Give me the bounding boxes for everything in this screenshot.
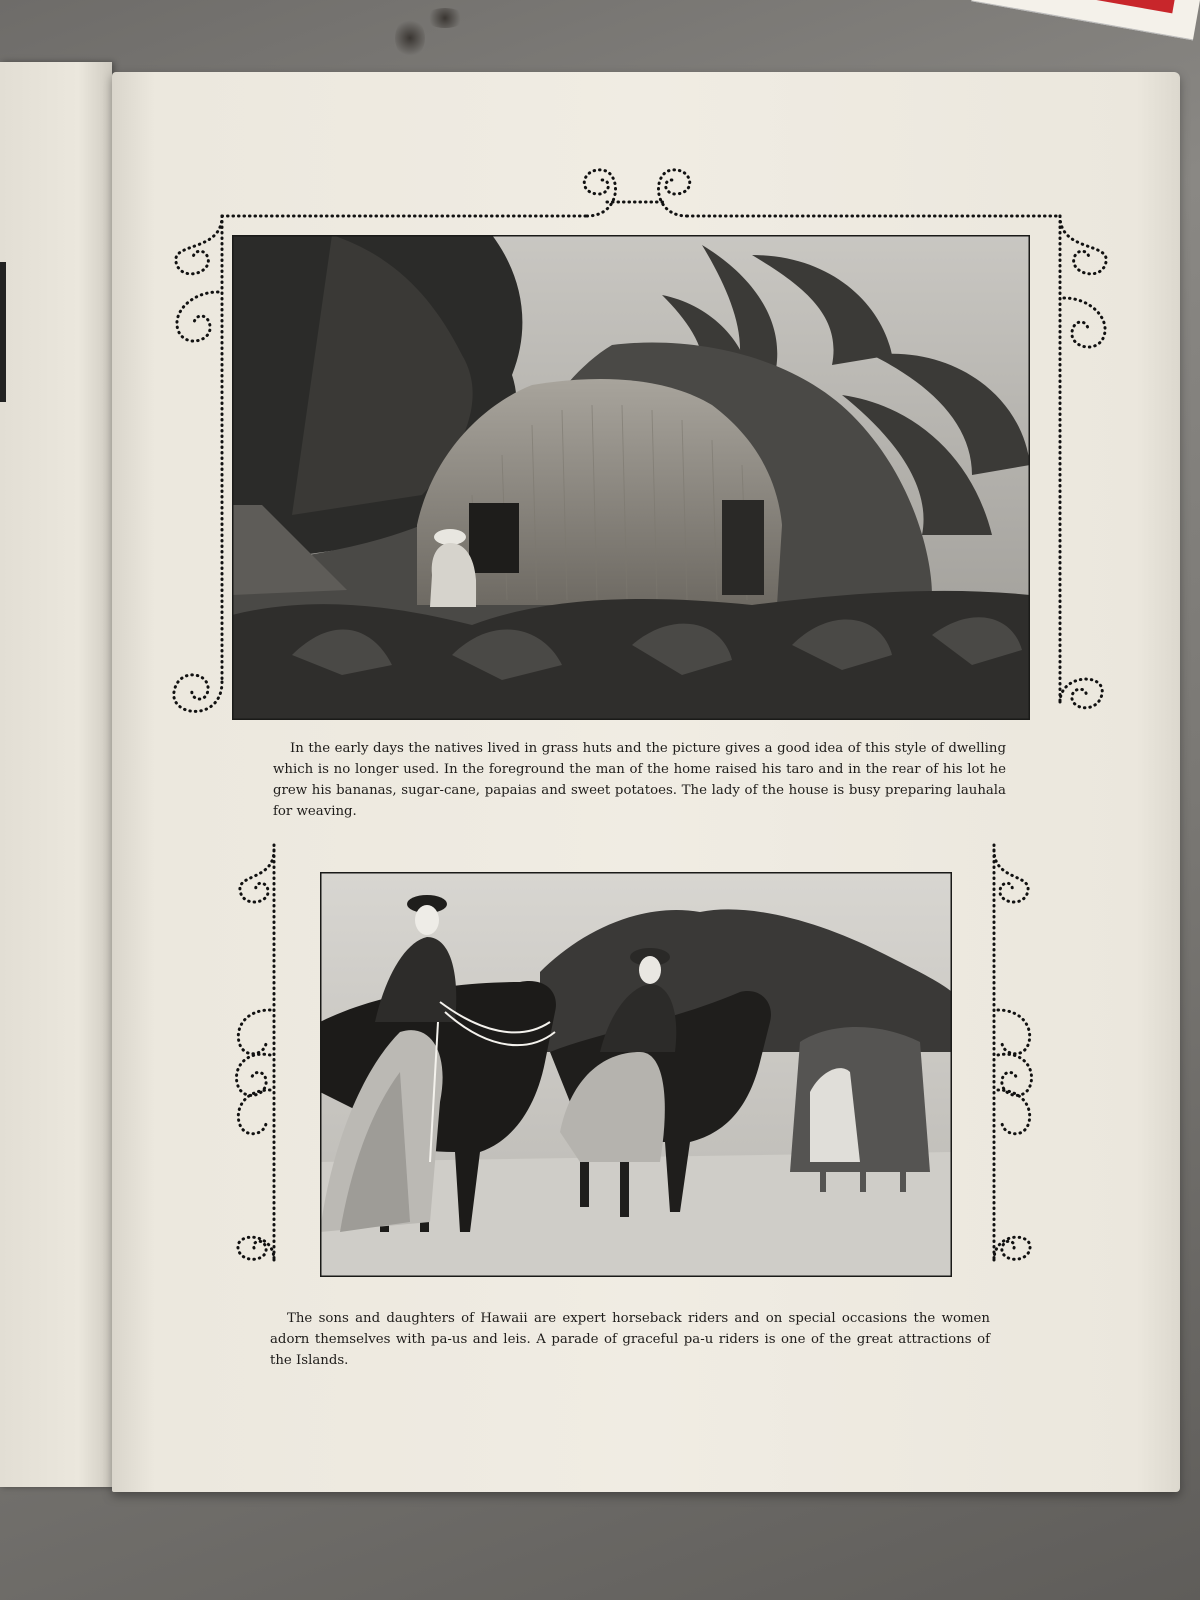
pa-u-riders-caption: The sons and daughters of Hawaii are expert horseback riders and on special occasions the women adorn themselves with pa-us and leis. A parade of graceful pa-u riders is one of the great attractions of the Islands. xyxy=(270,1311,990,1368)
grass-hut-caption: In the early days the natives lived in grass huts and the picture gives a good idea of this style of dwelling which is no longer used. In the foreground the man of the home raised his taro and in the rear of his lot he grew his bananas, sugar-cane, papaias and sweet potatoes. The lady of the house is busy preparing lauhala for weaving. xyxy=(273,741,1006,819)
book-page xyxy=(112,72,1180,1492)
table-stain xyxy=(425,8,465,28)
right-scroll-ornament xyxy=(972,840,1044,1270)
grass-hut-photo xyxy=(232,235,1030,720)
left-scroll-ornament xyxy=(224,840,296,1270)
corner-label-red-band xyxy=(1005,0,1176,13)
table-stain xyxy=(395,18,425,58)
corner-label xyxy=(971,0,1200,40)
left-page-mark xyxy=(0,262,6,402)
pa-u-riders-photo xyxy=(320,872,952,1277)
left-page-edge xyxy=(0,62,112,1487)
